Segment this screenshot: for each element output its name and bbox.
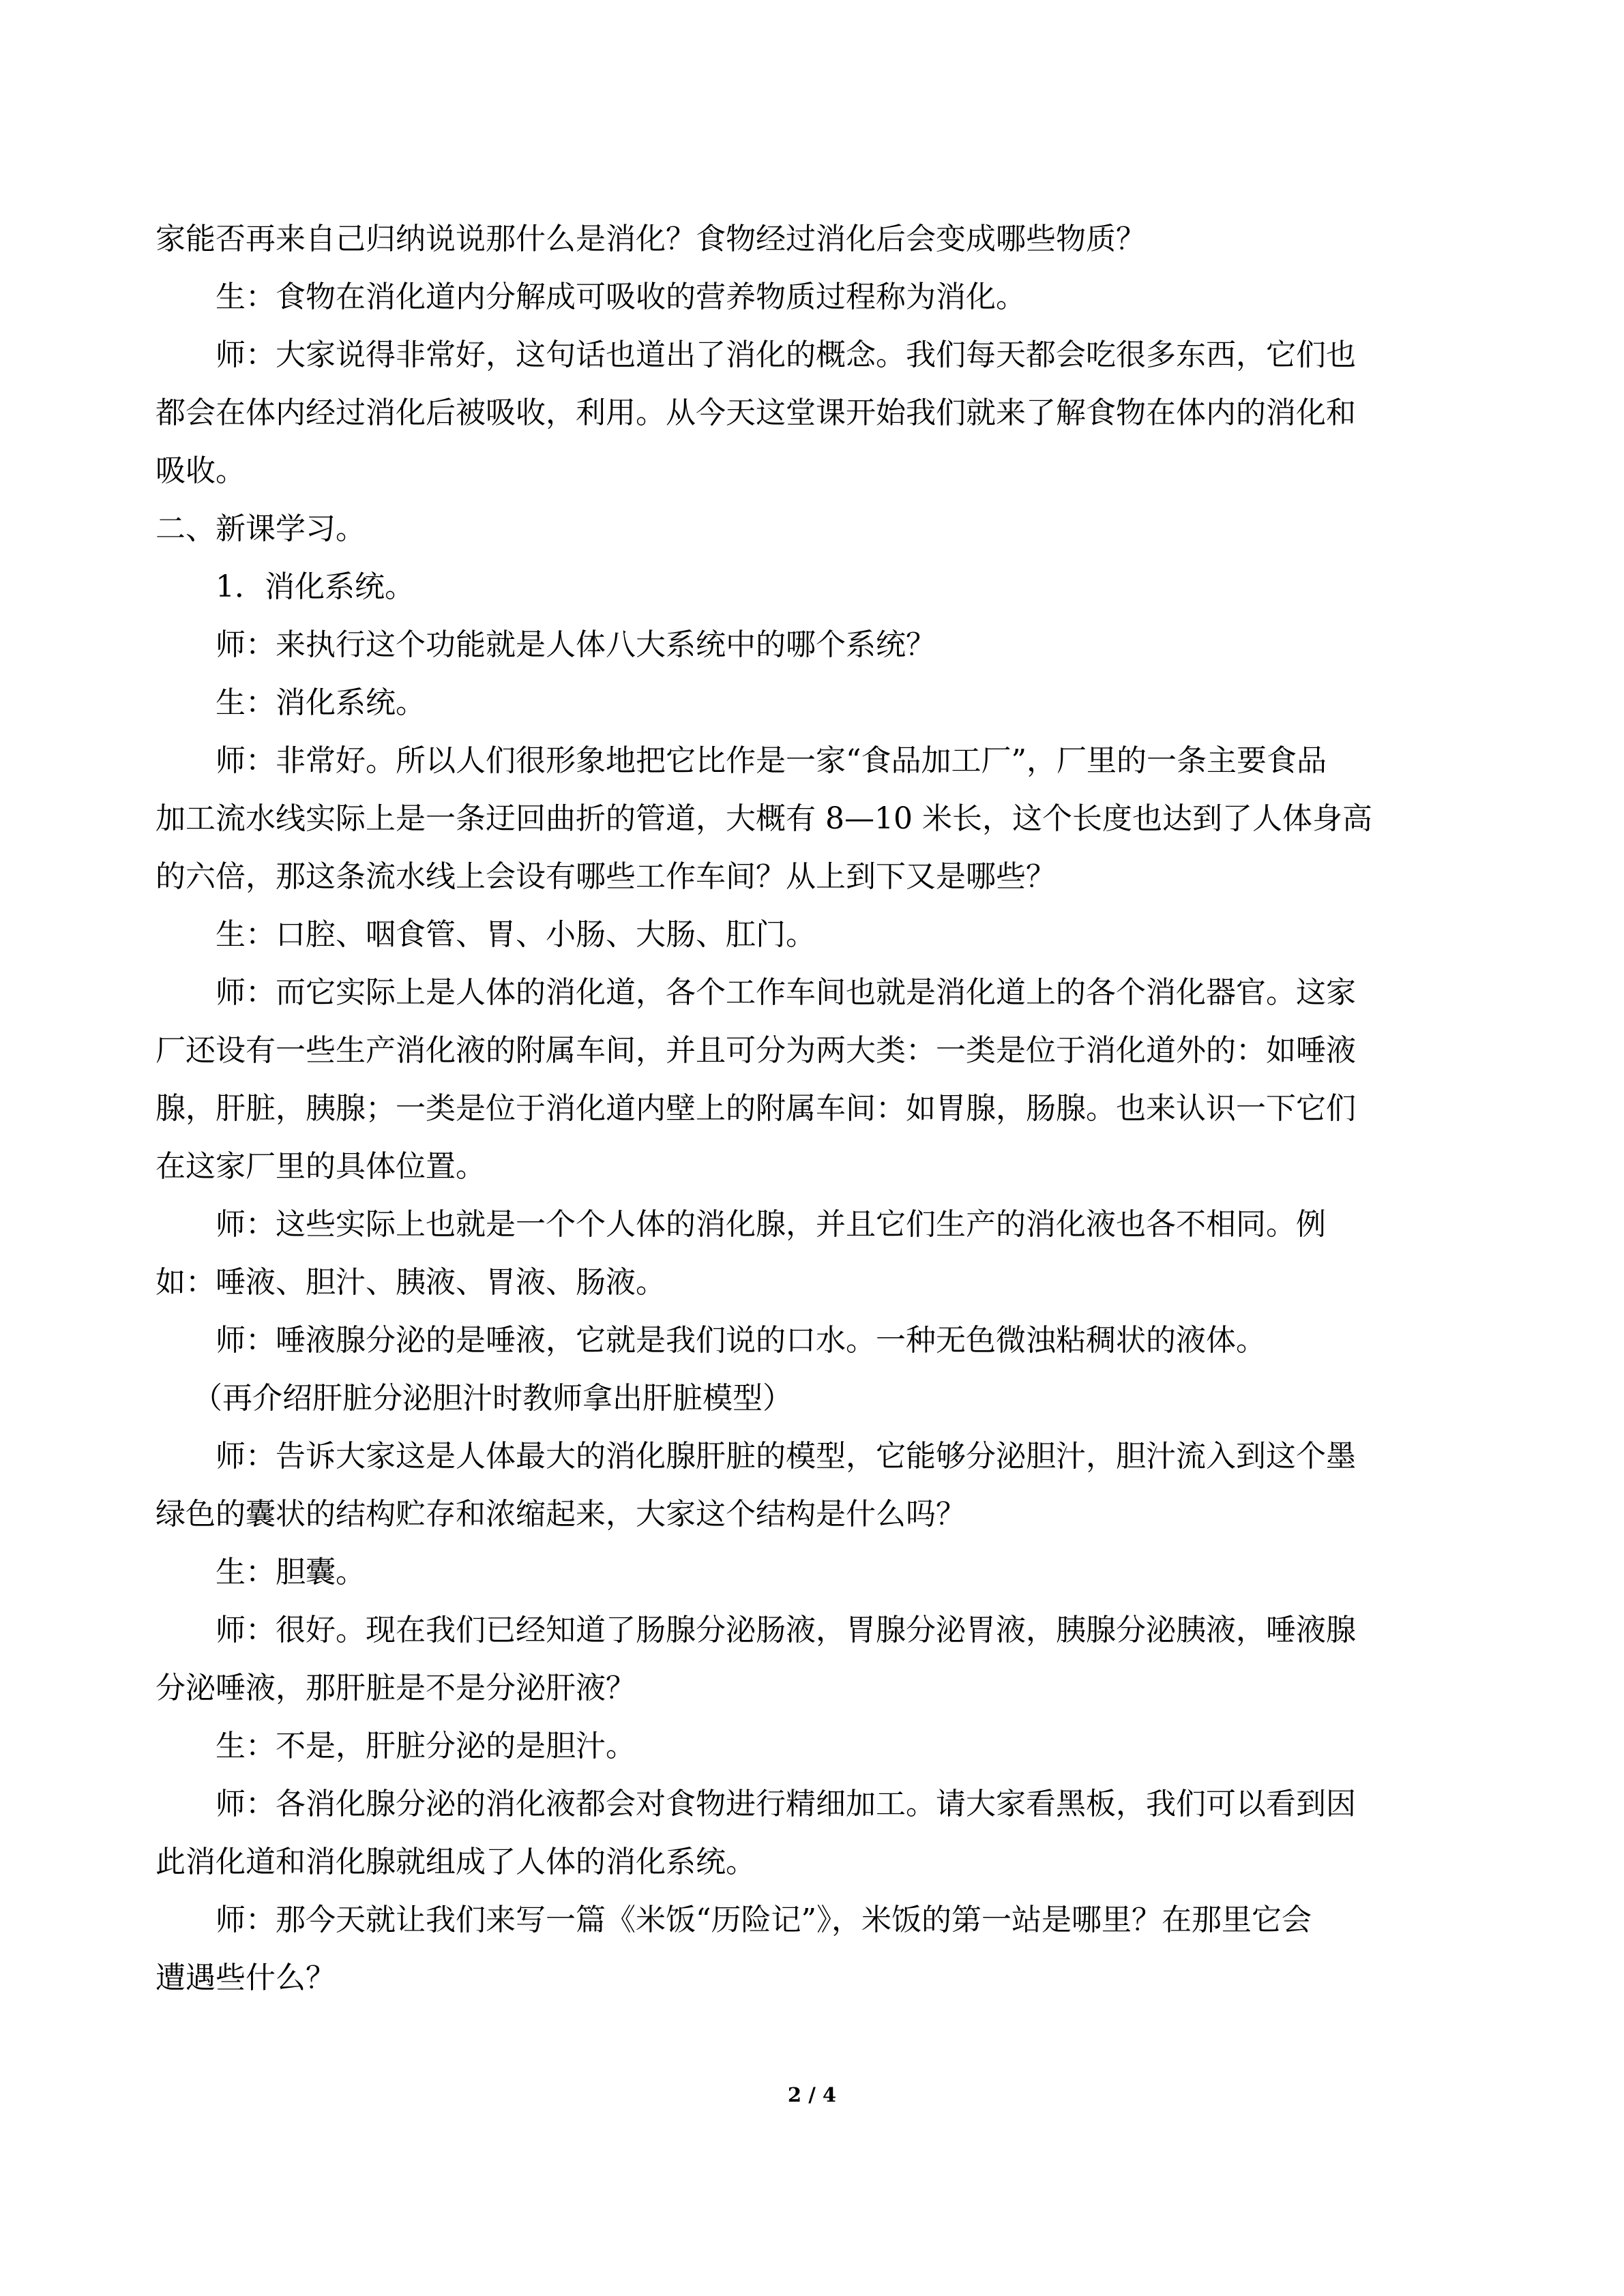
text-line: 师：那今天就让我们来写一篇《米饭“历险记”》，米饭的第一站是哪里？在那里它会 [216, 1903, 1312, 1937]
text-line: 生：胆囊。 [216, 1555, 366, 1590]
text-line: 师：非常好。所以人们很形象地把它比作是一家“食品加工厂”，厂里的一条主要食品 [216, 743, 1327, 778]
page-number: 2 / 4 [787, 2083, 837, 2106]
text-line: 分泌唾液，那肝脏是不是分泌肝液？ [156, 1671, 636, 1705]
text-line: 师：而它实际上是人体的消化道，各个工作车间也就是消化道上的各个消化器官。这家 [216, 975, 1356, 1010]
text-line: 师：这些实际上也就是一个个人体的消化腺，并且它们生产的消化液也各不相同。例 [216, 1207, 1326, 1242]
text-line: 遭遇些什么？ [156, 1960, 336, 1995]
text-line: 如：唾液、胆汁、胰液、胃液、肠液。 [156, 1265, 666, 1300]
text-line: 生：口腔、咽食管、胃、小肠、大肠、肛门。 [216, 917, 816, 952]
text-line: 生：不是，肝脏分泌的是胆汁。 [216, 1729, 636, 1763]
section-heading: 二、新课学习。 [156, 511, 366, 546]
text-line: 师：大家说得非常好，这句话也道出了消化的概念。我们每天都会吃很多东西，它们也 [216, 338, 1356, 372]
text-line: （再介绍肝脏分泌胆汁时教师拿出肝脏模型） [192, 1381, 793, 1416]
text-line: 吸收。 [156, 453, 246, 488]
text-line: 家能否再来自己归纳说说那什么是消化？食物经过消化后会变成哪些物质？ [156, 222, 1146, 256]
text-line: 的六倍，那这条流水线上会设有哪些工作车间？从上到下又是哪些？ [156, 859, 1056, 894]
text-line: 生：食物在消化道内分解成可吸收的营养物质过程称为消化。 [216, 280, 1026, 314]
text-line: 生：消化系统。 [216, 685, 426, 720]
text-line: 在这家厂里的具体位置。 [156, 1149, 486, 1184]
document-body [156, 210, 1469, 2007]
text-line: 腺，肝脏，胰腺；一类是位于消化道内壁上的附属车间：如胃腺，肠腺。也来认识一下它们 [156, 1091, 1356, 1126]
text-line: 师：告诉大家这是人体最大的消化腺肝脏的模型，它能够分泌胆汁，胆汁流入到这个墨 [216, 1439, 1356, 1474]
text-line: 都会在体内经过消化后被吸收，利用。从今天这堂课开始我们就来了解食物在体内的消化和 [156, 396, 1356, 430]
text-line: 师：来执行这个功能就是人体八大系统中的哪个系统？ [216, 627, 936, 662]
text-line: 此消化道和消化腺就组成了人体的消化系统。 [156, 1845, 756, 1879]
text-line: 师：各消化腺分泌的消化液都会对食物进行精细加工。请大家看黑板，我们可以看到因 [216, 1787, 1356, 1821]
text-line: 师：唾液腺分泌的是唾液，它就是我们说的口水。一种无色微浊粘稠状的液体。 [216, 1323, 1266, 1358]
text-line: 师：很好。现在我们已经知道了肠腺分泌肠液，胃腺分泌胃液，胰腺分泌胰液，唾液腺 [216, 1613, 1356, 1648]
text-line: 加工流水线实际上是一条迂回曲折的管道，大概有 8—10 米长，这个长度也达到了人体身高 [156, 801, 1372, 836]
text-line: 绿色的囊状的结构贮存和浓缩起来，大家这个结构是什么吗？ [156, 1497, 966, 1532]
subsection-heading: 1．消化系统。 [216, 569, 415, 604]
text-line: 厂还设有一些生产消化液的附属车间，并且可分为两大类：一类是位于消化道外的：如唾液 [156, 1033, 1356, 1068]
